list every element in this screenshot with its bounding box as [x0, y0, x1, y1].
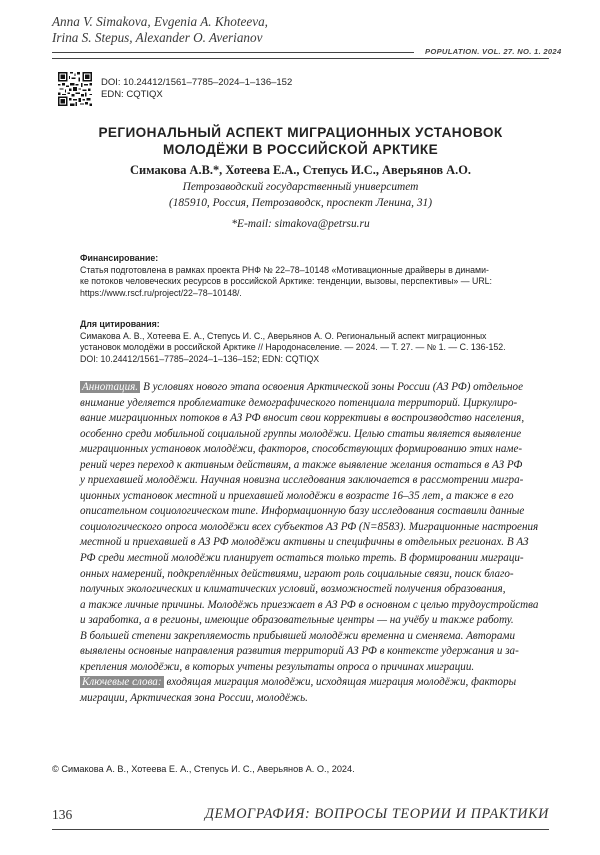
doi-text: DOI: 10.24412/1561–7785–2024–1–136–152 [101, 77, 293, 88]
footer-rule [52, 829, 549, 830]
abstract-section [80, 380, 548, 706]
page-number: 136 [52, 807, 73, 822]
abstract-line: рений через переход к активным действиям, а также выявление желания остаться в АЗ РФ [80, 458, 523, 471]
author-list: Симакова А.В.*, Хотеева Е.А., Степусь И.С., Аверьянов А.О. [130, 163, 471, 177]
abstract-line: получных экологических и климатических условий, возможностей получения образования, [80, 583, 506, 596]
abstract-line: выявлены основные направления развития территорий АЗ РФ в контексте удержания и за- [80, 645, 519, 658]
copyright-notice: © Симакова А. В., Хотеева Е. А., Степусь И. С., Аверьянов А. О., 2024. [52, 764, 355, 774]
funding-heading: Финансирование: [80, 253, 159, 263]
funding-section [80, 253, 550, 299]
running-header-line: Irina S. Stepus, Alexander O. Averianov [52, 29, 263, 45]
funding-url[interactable]: https://www.rscf.ru/project/22–78–10148/. [80, 287, 242, 298]
citation-section [80, 319, 550, 365]
article-title [52, 124, 549, 158]
abstract-line: у приехавшей молодёжи. Научная новизна исследования заключается в рассмотрении мигра- [80, 474, 524, 487]
abstract-line: социологического опроса молодёжи всех субъектов АЗ РФ (N=8583). Миграционные настроения [80, 520, 539, 533]
keywords-text: входящая миграция молодёжи, исходящая миграция молодёжи, факторы [166, 676, 517, 689]
title-line: МОЛОДЁЖИ В РОССИЙСКОЙ АРКТИКЕ [162, 142, 439, 157]
abstract-line: внимание уделяется проблематике демографического потенциала территорий. Циркулиро- [80, 396, 518, 409]
running-header-journal: POPULATION. VOL. 27. NO. 1. 2024 [425, 47, 562, 56]
abstract-line: ционных установок местной и приехавшей молодёжи в возрасте 16–35 лет, а также в его [80, 489, 514, 502]
abstract-line: а также личные причины. Молодёжь приезжает в АЗ РФ в основном с целью трудоустройства [80, 598, 539, 611]
header-rule [52, 58, 549, 59]
journal-name-footer: ДЕМОГРАФИЯ: ВОПРОСЫ ТЕОРИИ И ПРАКТИКИ [204, 806, 549, 822]
article-identifiers [101, 77, 292, 101]
keywords-line [80, 675, 548, 691]
abstract-line-text: В условиях нового этапа освоения Арктической зоны России (АЗ РФ) отдельное [143, 381, 523, 393]
affiliation [52, 180, 549, 211]
abstract-line: онных намерений, подкреплённых действиями, играют роль социальные связи, поиск благо- [80, 567, 514, 580]
corresponding-email: *E-mail: simakova@petrsu.ru [231, 218, 370, 230]
keywords-line: миграции, Арктическая зона России, молодёжь. [80, 691, 308, 704]
citation-line: Симакова А. В., Хотеева Е. А., Степусь И. С., Аверьянов А. О. Региональный аспект миграционных [80, 331, 487, 341]
abstract-line: описательном социологическом типе. Информационную базу исследования составили данные [80, 505, 525, 518]
title-line: РЕГИОНАЛЬНЫЙ АСПЕКТ МИГРАЦИОННЫХ УСТАНОВОК [98, 125, 503, 140]
abstract-line: вание миграционных потоков в АЗ РФ вносит свои коррективы в воспроизводство населения, [80, 412, 525, 425]
affiliation-line: Петрозаводский государственный университет [182, 181, 419, 193]
funding-line: ке потоков человеческих ресурсов в российской Арктике: тенденции, вызовы, перспективы» — URL: [80, 276, 493, 287]
funding-text [80, 265, 550, 299]
citation-text [80, 331, 550, 365]
abstract-line: миграционных установок молодёжи, факторов, способствующих формированию этих наме- [80, 443, 523, 456]
running-header-line: Anna V. Simakova, Evgenia A. Khoteeva, [52, 14, 268, 29]
qr-code-icon [58, 72, 92, 106]
citation-heading: Для цитирования: [80, 319, 160, 329]
citation-line: установок молодёжи в российской Арктике // Народонаселение. — 2024. — Т. 27. — № 1. — С. 136-152. [80, 342, 506, 353]
abstract-line: особенно среди мобильной социальной группы молодёжи. Целью статьи является выявление [80, 427, 522, 440]
abstract-line: РФ среди местной молодёжи планирует остаться только треть. В формировании миграци- [80, 552, 524, 565]
citation-line: DOI: 10.24412/1561–7785–2024–1–136–152; EDN: CQTIQX [80, 353, 320, 364]
keywords-label: Ключевые слова: [82, 676, 162, 689]
abstract-line: В большей степени закрепляемость прибывшей молодёжи временна и сменяема. Авторами [80, 629, 516, 642]
running-header-authors [52, 14, 352, 45]
affiliation-line: (185910, Россия, Петрозаводск, проспект Ленина, 31) [168, 196, 433, 209]
header-rule [52, 52, 414, 53]
abstract-label: Аннотация. [82, 381, 139, 393]
edn-text: EDN: CQTIQX [101, 89, 163, 100]
abstract-line: местной и приехавшей в АЗ РФ молодёжи активны и специфичны в отдельных регионах. В АЗ [80, 536, 529, 549]
abstract-line: крепления молодёжи, в которых учтены результаты опроса о причинах миграции. [80, 660, 475, 673]
abstract-line [80, 380, 548, 396]
abstract-line: и заработка, а в регионы, имеющие образовательные центры — на учёбу и также работу. [80, 614, 514, 627]
funding-line: Статья подготовлена в рамках проекта РНФ № 22–78–10148 «Мотивационные драйверы в динами- [80, 265, 489, 275]
